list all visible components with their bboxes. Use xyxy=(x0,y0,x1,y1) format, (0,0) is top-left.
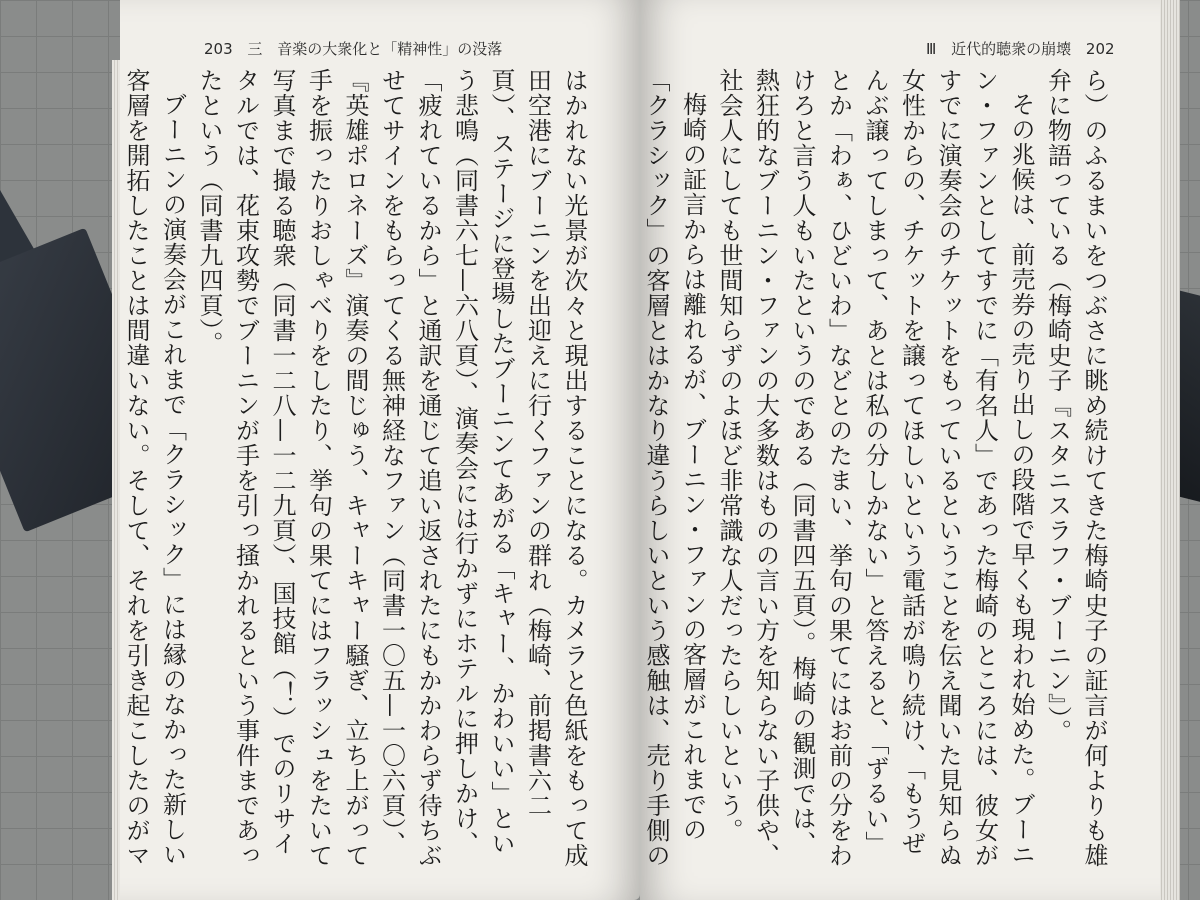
left-book-page xyxy=(120,0,640,900)
left-paragraph-2: ブーニンの演奏会がこれまで「クラシック」には縁のなかった新しい客層を開拓したことは間違いない。そして、それを引き起こしたのがマ xyxy=(122,68,187,868)
right-running-title: 近代的聴衆の崩壊 xyxy=(951,40,1072,58)
left-page-header xyxy=(204,38,512,59)
left-chapter-mark: 三 xyxy=(247,40,263,58)
left-page-body xyxy=(122,68,592,868)
left-paragraph-1: はかれない光景が次々と現出することになる。カメラと色紙をもって成田空港にブーニンを出迎えに行くファンの群れ（梅崎、前掲書六二頁）、ステージに登場したブーニンてあがる「キャー、かわいい」という悲鳴（同書六七—六八頁）、演奏会には行かずにホテルに押しかけ、「疲れているから」と通訳を通じて追い返されたにもかかわらず待ちぶせてサインをもらってくる無神経なファン（同書一〇五—一〇六頁）、『英雄ポロネーズ』演奏の間じゅう、キャーキャー騒ぎ、立ち上がって手を振ったりおしゃべりをしたり、挙句の果てにはフラッシュをたいて写真まで撮る聴衆（同書一二八—一二九頁）、国技館（！）でのリサイタルでは、花束攻勢でブーニンが手を引っ掻かれるという事件まであったという（同書九四頁）。 xyxy=(195,68,588,868)
right-page-header xyxy=(926,38,1125,59)
right-book-page xyxy=(640,0,1160,900)
right-paragraph-1: ら）のふるまいをつぶさに眺め続けてきた梅崎史子の証言が何よりも雄弁に物語っている（梅崎史子『スタニスラフ・ブーニン』）。 xyxy=(1043,68,1108,868)
right-paragraph-2: その兆候は、前売券の売り出しの段階で早くも現われ始めた。ブーニン・ファンとしてすでに「有名人」であった梅崎のところには、彼女がすでに演奏会のチケットをもっているということを伝え聞いた見知らぬ女性からの、チケットを譲ってほしいという電話が鳴り続け、「もうぜんぶ譲ってしまって、あとは私の分しかない」と答えると、「ずるい」とか「わぁ、ひどいわ」などとのたまい、挙句の果てにはお前の分をわけろと言う人もいたというのである（同書四五頁）。梅崎の観測では、熱狂的なブーニン・ファンの大多数はものの言い方を知らない子供や、社会人にしても世間知らずのよほど非常識な人だったらしいという。 xyxy=(715,68,1035,868)
left-running-title: 音楽の大衆化と「精神性」の没落 xyxy=(277,40,503,58)
left-page-number: 203 xyxy=(204,40,233,58)
right-chapter-mark: Ⅲ xyxy=(926,40,937,58)
right-paragraph-3: 梅崎の証言からは離れるが、ブーニン・ファンの客層がこれまでの「クラシック」の客層とはかなり違うらしいという感触は、売り手側の xyxy=(642,68,707,868)
right-page-number: 202 xyxy=(1085,40,1115,58)
right-page-body xyxy=(642,68,1112,868)
